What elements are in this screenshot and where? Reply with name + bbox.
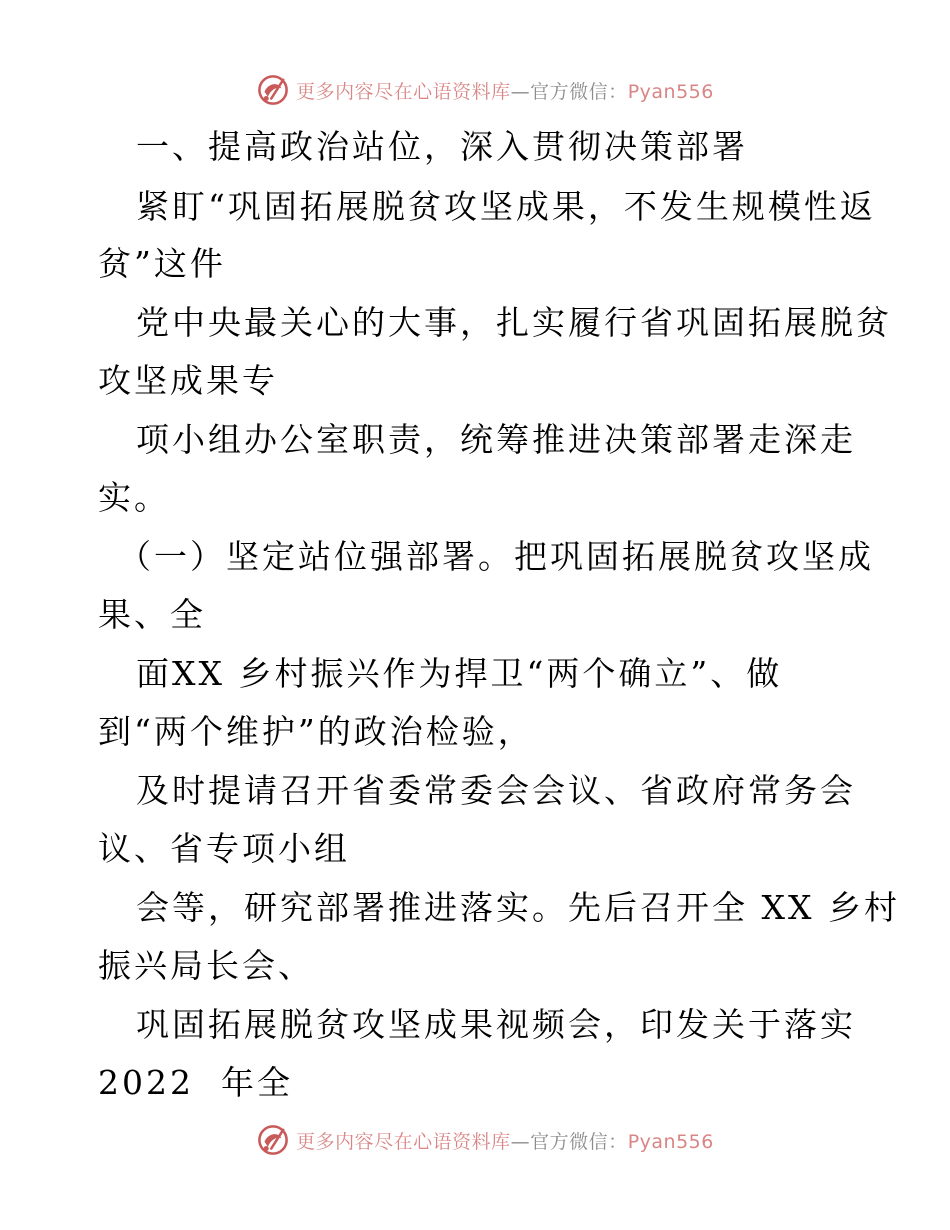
watermark-dash: — [510, 1130, 531, 1153]
watermark-text [296, 1127, 714, 1154]
watermark-banner-inner [256, 73, 714, 107]
watermark-official: 官方微信： [530, 1130, 628, 1153]
paragraph-line: 果、全 [98, 595, 206, 634]
paragraph-line: 会等，研究部署推进落实。先后召开全 XX 乡村 [136, 888, 900, 927]
watermark-official: 官方微信： [530, 80, 628, 103]
paragraph-line: 党中央最关心的大事，扎实履行省巩固拓展脱贫 [136, 303, 892, 342]
paragraph-line: 议、省专项小组 [98, 829, 350, 868]
paragraph-line: 振兴局长会、 [98, 946, 314, 985]
watermark-brand: 更多内容尽在心语资料库 [296, 80, 511, 103]
watermark-text [296, 77, 714, 104]
paragraph-line: 攻坚成果专 [98, 361, 278, 400]
paragraph-line: 巩固拓展脱贫攻坚成果视频会，印发关于落实 [136, 1005, 856, 1044]
paragraph-line: 面XX 乡村振兴作为捍卫“两个确立”、做 [136, 654, 783, 693]
paragraph-line: 到“两个维护”的政治检验， [98, 712, 534, 751]
watermark-dash: — [510, 80, 531, 103]
watermark-banner-top [0, 70, 950, 110]
watermark-brand: 更多内容尽在心语资料库 [296, 1130, 511, 1153]
paragraph-line: 及时提请召开省委常委会会议、省政府常务会 [136, 771, 856, 810]
paragraph-line: （一）坚定站位强部署。把巩固拓展脱贫攻坚成 [118, 537, 874, 576]
paragraph-line: 贫”这件 [98, 244, 226, 283]
paragraph-line: 实。 [98, 478, 170, 517]
watermark-wechat-id: Pyan556 [627, 80, 714, 103]
brand-logo-icon [256, 73, 290, 107]
watermark-banner-bottom [0, 1120, 950, 1160]
brand-logo-icon [256, 1123, 290, 1157]
paragraph-line: 紧盯“巩固拓展脱贫攻坚成果，不发生规模性返 [136, 187, 876, 226]
watermark-banner-inner [256, 1123, 714, 1157]
watermark-wechat-id: Pyan556 [627, 1130, 714, 1153]
paragraph-line: 2022 年全 [98, 1063, 293, 1102]
paragraph-line: 项小组办公室职责，统筹推进决策部署走深走 [136, 420, 856, 459]
heading-line: 一、提高政治站位，深入贯彻决策部署 [136, 127, 748, 166]
